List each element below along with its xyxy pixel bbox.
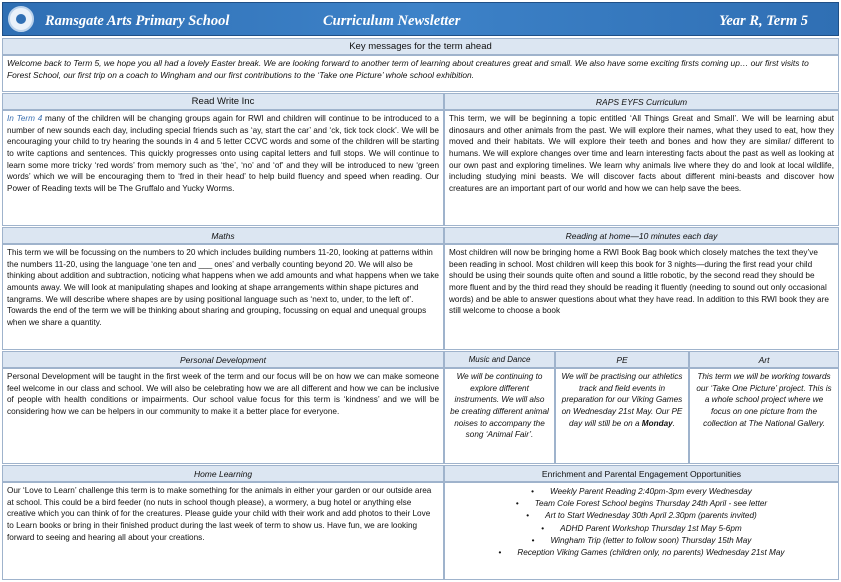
list-item: • Reception Viking Games (children only, no parents) Wednesday 21st May — [449, 547, 834, 559]
enrichment-list — [449, 486, 834, 559]
pe-heading: PE — [555, 351, 689, 368]
newsletter-header — [2, 2, 839, 36]
rwi-body: many of the children will be changing groups again for RWI and children will continue to be introduced to a number of new sounds each day, including special friends such as ‘ay, start the car’ and ‘ck, tick tock clock’. We will be encouraging your child to try hearing the sounds in 4 and 5 letter CCVC words and some of the children will be starting to write captions and sentences. This quickly progresses onto using capital letters and full stops. We will continue to learn some more tricky ‘red words’ from memory such as ‘the’, ‘no’ and ‘of’ and they will be introduced to new ‘green words’ which we will be encouraging them to ‘fred in their head’ to help build fluency and speed when reading. Our Power of Reading texts will be The Gruffalo and Yucky Worms. — [7, 114, 439, 193]
school-name: Ramsgate Arts Primary School — [45, 13, 230, 29]
rwi-text — [2, 110, 444, 226]
home-learning-text: Our ‘Love to Learn’ challenge this term is to make something for the animals in either your garden or our outside area at school. This could be a bird feeder (no nuts in school though please), a wormery, a bug hotel or anything else creative which you can think of for the creatures. Please guide your child with their work and add photos to their Love to Learn books or bring in their finished product during the last week of term to show us. Have fun, we are looking forward to seeing and hearing all about your creations. — [2, 482, 444, 580]
list-item: • ADHD Parent Workshop Thursday 1st May 5-6pm — [449, 523, 834, 535]
art-heading: Art — [689, 351, 839, 368]
pe-day: Monday — [641, 418, 673, 428]
personal-dev-heading: Personal Development — [2, 351, 444, 368]
pe-end: . — [672, 418, 676, 428]
reading-home-text: Most children will now be bringing home a RWI Book Bag book which closely matches the text they’ve been reading in school. Most children will keep this book for 3 nights—during the first read your child should be using their sounds quite often and sound a little robotic, by the second read they should be more fluent and by the third read they should be reading it fluently (needing to sound out only occasional words) and be able to answer questions about what they have read. In addition to this RWI book they are still welcome to choose a book — [444, 244, 839, 350]
reading-home-heading: Reading at home—10 minutes each day — [444, 227, 839, 244]
enrichment-heading: Enrichment and Parental Engagement Opportunities — [444, 465, 839, 482]
personal-dev-text: Personal Development will be taught in the first week of the term and our focus will be on how we can make someone feel welcome in our class and school. We will also be celebrating how we are all different and how we can be inclusive of people with health conditions or impairments. Our school value focus for this term is ‘kindness’ and we will be considering how we can be helpers in our community to make it a better place for everyone. — [2, 368, 444, 464]
key-messages-heading: Key messages for the term ahead — [2, 38, 839, 55]
pe-text — [555, 368, 689, 464]
rwi-heading: Read Write Inc — [2, 93, 444, 110]
newsletter-title: Curriculum Newsletter — [323, 13, 461, 29]
list-item: • Art to Start Wednesday 30th April 2.30pm (parents invited) — [449, 510, 834, 522]
newsletter-page — [2, 2, 839, 580]
music-heading: Music and Dance — [444, 351, 555, 368]
raps-heading: RAPS EYFS Curriculum — [444, 93, 839, 110]
music-text: We will be continuing to explore different instruments. We will also be creating different animal noises to accompany the song ‘Animal Fair’. — [444, 368, 555, 464]
home-learning-heading: Home Learning — [2, 465, 444, 482]
year-term: Year R, Term 5 — [719, 13, 808, 29]
school-logo-icon — [8, 6, 34, 32]
enrichment-list-box — [444, 482, 839, 580]
key-messages-text: Welcome back to Term 5, we hope you all had a lovely Easter break. We are looking forward to another term of learning about creatures great and small. We also have some exciting firsts coming up… our first visits to Forest School, our first trip on a coach to Wingham and our first contributions to the ‘Take one Picture’ whole school exhibition. — [2, 55, 839, 92]
pe-body: We will be practising our athletics track and field events in preparation for our Viking Games on Wednesday 21st May. Our PE day will still be on a — [561, 372, 683, 428]
list-item: • Team Cole Forest School begins Thursday 24th April - see letter — [449, 498, 834, 510]
art-text: This term we will be working towards our ‘Take One Picture’ project. This is a whole school project where we focus on one picture from the collection at The National Gallery. — [689, 368, 839, 464]
raps-text: This term, we will be beginning a topic entitled ‘All Things Great and Small’. We will be learning abut dinosaurs and other animals from the past. We will explore their names, what they used to eat, how they moved and their habitats. We will explore their teeth and bones and how they are similar/ different to humans. We will explore changes over time and learn interesting facts about the past as well as looking at our own past and exploring timelines. We learn why animals live where they do and look at local wildlife, including studying mini beasts. We will discover facts about different mini-beasts and discover how creatures are an important part of our world and how we can help save the bees. — [444, 110, 839, 226]
list-item: • Wingham Trip (letter to follow soon) Thursday 15th May — [449, 535, 834, 547]
list-item: • Weekly Parent Reading 2:40pm-3pm every Wednesday — [449, 486, 834, 498]
maths-text: This term we will be focussing on the numbers to 20 which includes building numbers 11-20, looking at patterns within the numbers 11-20, using the language ‘one ten and ___ ones’ and verbally counting beyond 20. We will also be thinking about addition and subtraction, noticing what happens when we add amounts and what happens when we take amounts away. We will look at manipulating shapes and looking at shape arrangements within shape pictures and tangrams. We will describe where shapes are by using positional language such as ‘next to, under, to the left of’. Towards the end of the term we will be thinking about sharing and grouping, focussing on equal and unequal groups when we share a quantity. — [2, 244, 444, 350]
maths-heading: Maths — [2, 227, 444, 244]
rwi-lead: In Term 4 — [7, 114, 43, 123]
